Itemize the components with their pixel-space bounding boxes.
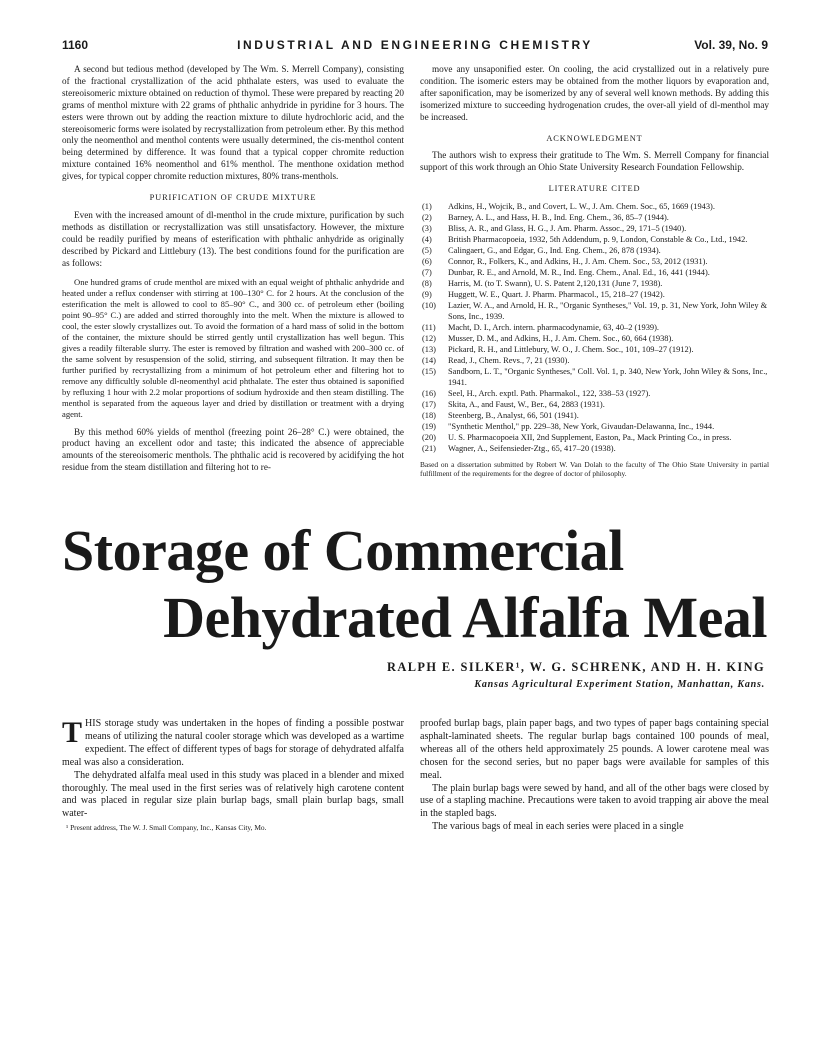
article-body-left bbox=[62, 718, 404, 832]
reference-item: (10) Lazier, W. A., and Arnold, H. R., "Organic Syntheses," Vol. 19, p. 31, New York, John Wiley & Sons, Inc., 1939. bbox=[422, 301, 768, 322]
journal-title: INDUSTRIAL AND ENGINEERING CHEMISTRY bbox=[237, 38, 593, 52]
reference-item: (2) Barney, A. L., and Hass, H. B., Ind. Eng. Chem., 36, 85–7 (1944). bbox=[422, 213, 669, 223]
paragraph: The various bags of meal in each series were placed in a single bbox=[432, 821, 684, 833]
procedure-paragraph: One hundred grams of crude menthol are mixed with an equal weight of phthalic anhydride and heated under a reflux condenser with stirring at 100–130° C. for 2 hours. At the conclusion of the esterification the melt is allowed to cool to 85–90° C., and 300 cc. of petroleum ether (boiling point 90–95° C.) are added and stirred thoroughly into the melt. When the mixture is allowed to cool, the ester slowly crystallizes out. To avoid the formation of a hard mass of solid in the bottom of the container, the mixture should be stirred gently until crystallization has well begun. This gives a readily filterable slurry. The ester is removed by filtration and washed with 200–300 cc. of the same solvent by resuspension of the solid, stirring, and subsequent filtration. It may then be further purified by recrystallizing from a minimum of hot petroleum ether and filtering hot to remove any difficultly soluble dl-neomenthyl acid phthalate. The ester thus obtained is saponified by refluxing 1 hour with 2.2 molar proportions of sodium hydroxide and then steam distilling. The menthol is separated from the aqueous layer and dried by distillation or treatment with a drying agent. bbox=[62, 276, 404, 419]
article-title-line-2: Dehydrated Alfalfa Meal bbox=[163, 585, 767, 650]
author-footnote: ¹ Present address, The W. J. Small Company, Inc., Kansas City, Mo. bbox=[66, 823, 267, 833]
reference-item: (1) Adkins, H., Wojcik, B., and Covert, L. W., J. Am. Chem. Soc., 65, 1669 (1943). bbox=[422, 202, 715, 212]
drop-cap: T bbox=[62, 716, 83, 749]
right-column bbox=[420, 64, 769, 479]
intro-paragraph: THIS storage study was undertaken in the hopes of finding a possible postwar means of utilizing the natural cooler storage which was developed as a wartime expedient. The effect of different types of bags for storage of dehydrated alfalfa meal was also a consideration. bbox=[62, 716, 404, 768]
literature-heading: LITERATURE CITED bbox=[548, 184, 641, 194]
reference-item: (18) Steenberg, B., Analyst, 66, 501 (1941). bbox=[422, 411, 579, 421]
section-heading: PURIFICATION OF CRUDE MIXTURE bbox=[149, 193, 317, 203]
reference-item: (12) Musser, D. M., and Adkins, H., J. Am. Chem. Soc., 60, 664 (1938). bbox=[422, 334, 674, 344]
reference-item: (14) Read, J., Chem. Revs., 7, 21 (1930). bbox=[422, 356, 570, 366]
article-affiliation: Kansas Agricultural Experiment Station, Manhattan, Kans. bbox=[474, 679, 765, 690]
dissertation-footnote: Based on a dissertation submitted by Robert W. Van Dolah to the faculty of The Ohio State University in partial fulfillment of the requirements for the degree of doctor of philosophy. bbox=[420, 460, 769, 479]
reference-item: (20) U. S. Pharmacopoeia XII, 2nd Supplement, Easton, Pa., Mack Printing Co., in press. bbox=[422, 433, 732, 443]
paragraph: proofed burlap bags, plain paper bags, and two types of paper bags containing special asphalt-laminated sheets. The regular burlap bags contained 100 pounds of meal, whereas all of the others held approximately 25 pounds. A lower carotene meal was chosen for the second series, but no paper bags were available for samples of this meal. bbox=[420, 718, 769, 781]
reference-item: (6) Connor, R., Folkers, K., and Adkins, H., J. Am. Chem. Soc., 53, 2012 (1931). bbox=[422, 257, 708, 267]
paragraph: A second but tedious method (developed by The Wm. S. Merrell Company), consisting of the fractional crystallization of the acid phthalate esters, was used to evaluate the stereoisomeric mixture obtained on reduction of thymol. These were prepared by reacting 20 grams of menthol mixture with 22 grams of phthalic anhydride in pyridine for 3 hours. The esters were thrown out by adding the reaction mixture to dilute hydrochloric acid, and the stereoisomeric forms were isolated by recrystallization from petroleum ether. By this method only the neomenthol and menthol contents were usually determined, the cis-menthol content being determined by difference. It was found that a typical copper chromite reduction mixture contained 16% neomenthol and 61% menthol. The menthone oxidation method gives, for typical copper chromite reduction mixtures, 80% trans-menthols. bbox=[62, 64, 404, 182]
reference-item: (11) Macht, D. I., Arch. intern. pharmacodynamie, 63, 40–2 (1939). bbox=[422, 323, 659, 333]
reference-item: (15) Sandborn, L. T., "Organic Syntheses," Coll. Vol. 1, p. 340, New York, John Wiley & Sons, Inc., 1941. bbox=[422, 367, 768, 388]
reference-list bbox=[420, 201, 769, 454]
reference-item: (21) Wagner, A., Seifensieder-Ztg., 65, 417–20 (1938). bbox=[422, 444, 616, 454]
reference-item: (17) Skita, A., and Faust, W., Ber., 64, 2883 (1931). bbox=[422, 400, 605, 410]
acknowledgment-heading: ACKNOWLEDGMENT bbox=[546, 133, 643, 143]
reference-item: (13) Pickard, R. H., and Littlebury, W. O., J. Chem. Soc., 101, 109–27 (1912). bbox=[422, 345, 694, 355]
article-title-line-1: Storage of Commercial bbox=[62, 518, 624, 583]
running-header bbox=[62, 38, 768, 54]
page-number: 1160 bbox=[62, 38, 89, 52]
reference-item: (19) "Synthetic Menthol," pp. 229–38, New York, Givaudan-Delawanna, Inc., 1944. bbox=[422, 422, 715, 432]
article-body-right bbox=[420, 718, 769, 834]
paragraph: The plain burlap bags were sewed by hand, and all of the other bags were closed by use of a stapling machine. Precautions were taken to avoid trapping air above the meal in the stapled bags. bbox=[420, 782, 769, 820]
left-column bbox=[62, 64, 404, 474]
paragraph: Even with the increased amount of dl-menthol in the crude mixture, purification by such methods as distillation or recrystallization was still unsatisfactory. However, the mixture could be readily purified by means of esterification with phthalic anhydride as originally described by Pickard and Littlebury (13). The best conditions found for the purification are as follows: bbox=[62, 209, 404, 268]
reference-item: (3) Bliss, A. R., and Glass, H. G., J. Am. Pharm. Assoc., 29, 171–5 (1940). bbox=[422, 224, 687, 234]
article-authors: RALPH E. SILKER¹, W. G. SCHRENK, AND H. H. KING bbox=[387, 660, 765, 674]
reference-item: (4) British Pharmacopoeia, 1932, 5th Addendum, p. 9, London, Constable & Co., Ltd., 1942. bbox=[422, 235, 748, 245]
volume-issue: Vol. 39, No. 9 bbox=[694, 38, 768, 52]
reference-item: (16) Seel, H., Arch. exptl. Path. Pharmakol., 122, 338–53 (1927). bbox=[422, 389, 651, 399]
reference-item: (8) Harris, M. (to T. Swann), U. S. Patent 2,120,131 (June 7, 1938). bbox=[422, 279, 663, 289]
reference-item: (9) Huggett, W. E., Quart. J. Pharm. Pharmacol., 15, 218–27 (1942). bbox=[422, 290, 665, 300]
paragraph: move any unsaponified ester. On cooling, the acid crystallized out in a relatively pure condition. The isomeric esters may be obtained from the mother liquors by evaporation and, after saponification, may be isomerized by any of several well known methods. By adding this isomerized mixture to succeeding hydrogenation crudes, the over-all yield of dl-menthol may be increased. bbox=[420, 64, 769, 122]
paragraph: By this method 60% yields of menthol (freezing point 26–28° C.) were obtained, the product having an excellent odor and taste; this indicated the absence of appreciable amounts of the stereoisomeric menthols. The phthalic acid is recovered by acidifying the hot residue from the steam distillation and filtering hot to re- bbox=[62, 426, 404, 473]
acknowledgment-text: The authors wish to express their gratitude to The Wm. S. Merrell Company for financial support of this work through an Ohio State University Research Foundation Fellowship. bbox=[420, 150, 769, 173]
reference-item: (7) Dunbar, R. E., and Arnold, M. R., Ind. Eng. Chem., Anal. Ed., 16, 441 (1944). bbox=[422, 268, 710, 278]
reference-item: (5) Calingaert, G., and Edgar, G., Ind. Eng. Chem., 26, 878 (1934). bbox=[422, 246, 661, 256]
paragraph: The dehydrated alfalfa meal used in this study was placed in a blender and mixed thoroughly. The meal used in the first series was of relatively high carotene content and was placed in regular size plain burlap bags, small plain burlap bags, small water- bbox=[62, 769, 404, 820]
